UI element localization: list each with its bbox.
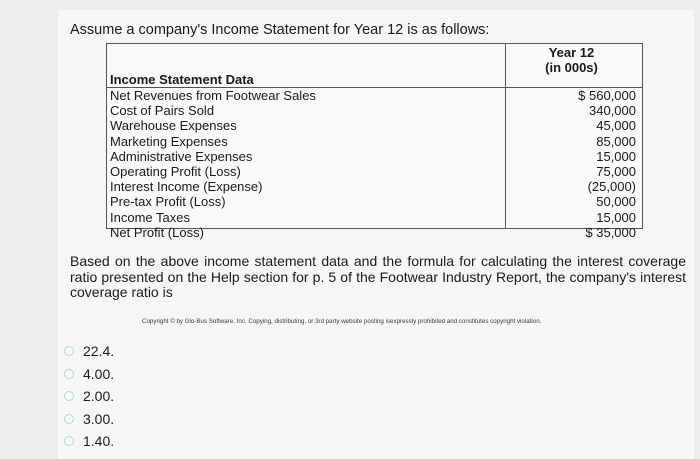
table-header-year-line2: (in 000s)	[545, 59, 598, 75]
answer-option[interactable]	[64, 363, 114, 386]
answer-option[interactable]	[64, 408, 114, 431]
income-statement-table	[106, 43, 643, 240]
intro-text: Assume a company's Income Statement for Year 12 is as follows:	[70, 22, 490, 38]
table-row-value: 15,000	[596, 209, 636, 225]
table-row-value: (25,000)	[587, 179, 636, 195]
answer-option-label: 2.00.	[83, 388, 115, 405]
answer-option-label: 3.00.	[83, 410, 115, 427]
table-row-value: 75,000	[596, 163, 636, 179]
copyright-notice: Copyright © by Glo-Bus Software, Inc. Copying, distributing, or 3rd party website posting isexpressly prohibited and constitutes copyright violation.	[142, 318, 542, 325]
table-row-label: Cost of Pairs Sold	[110, 103, 215, 119]
table-row-label: Net Revenues from Footwear Sales	[110, 88, 316, 103]
table-header-year-line1: Year 12	[548, 45, 595, 60]
table-row-label: Interest Income (Expense)	[110, 179, 263, 195]
table-row-label: Warehouse Expenses	[110, 118, 237, 134]
table-row-label: Pre-tax Profit (Loss)	[110, 194, 226, 210]
question-card	[58, 10, 694, 459]
table-row-value: 45,000	[596, 118, 636, 134]
table-values-column	[505, 88, 636, 240]
radio-button-icon[interactable]	[64, 436, 74, 446]
table-row-value: $ 560,000	[578, 88, 636, 103]
radio-button-icon[interactable]	[64, 346, 74, 356]
answer-option[interactable]	[64, 385, 114, 408]
answer-option-label: 4.00.	[83, 365, 115, 382]
table-header-year	[505, 46, 638, 75]
radio-button-icon[interactable]	[64, 391, 74, 401]
table-row-value: 50,000	[596, 194, 636, 210]
answer-option-label: 1.40.	[83, 433, 115, 450]
question-text: Based on the above income statement data and the formula for calculating the interest coverage ratio presented on the Help section for p. 5 of the Footwear Industry Report, the company's interest coverage ratio is	[70, 253, 686, 300]
table-row-label: Administrative Expenses	[110, 148, 253, 164]
answer-option[interactable]	[64, 340, 114, 363]
answer-options	[64, 340, 114, 453]
table-labels-column	[110, 88, 316, 240]
table-row-value: 15,000	[596, 148, 636, 164]
table-header-label: Income Statement Data	[110, 72, 254, 87]
answer-option[interactable]	[64, 430, 114, 453]
table-row-label: Marketing Expenses	[110, 133, 228, 149]
table-row-label: Operating Profit (Loss)	[110, 163, 241, 179]
radio-button-icon[interactable]	[64, 369, 74, 379]
table-row-value: $ 35,000	[585, 224, 636, 240]
answer-option-label: 22.4.	[83, 343, 115, 360]
table-row-value: 85,000	[596, 133, 636, 149]
table-row-value: 340,000	[589, 103, 636, 119]
radio-button-icon[interactable]	[64, 414, 74, 424]
table-row-label: Net Profit (Loss)	[110, 224, 204, 240]
table-row-label: Income Taxes	[110, 209, 190, 225]
